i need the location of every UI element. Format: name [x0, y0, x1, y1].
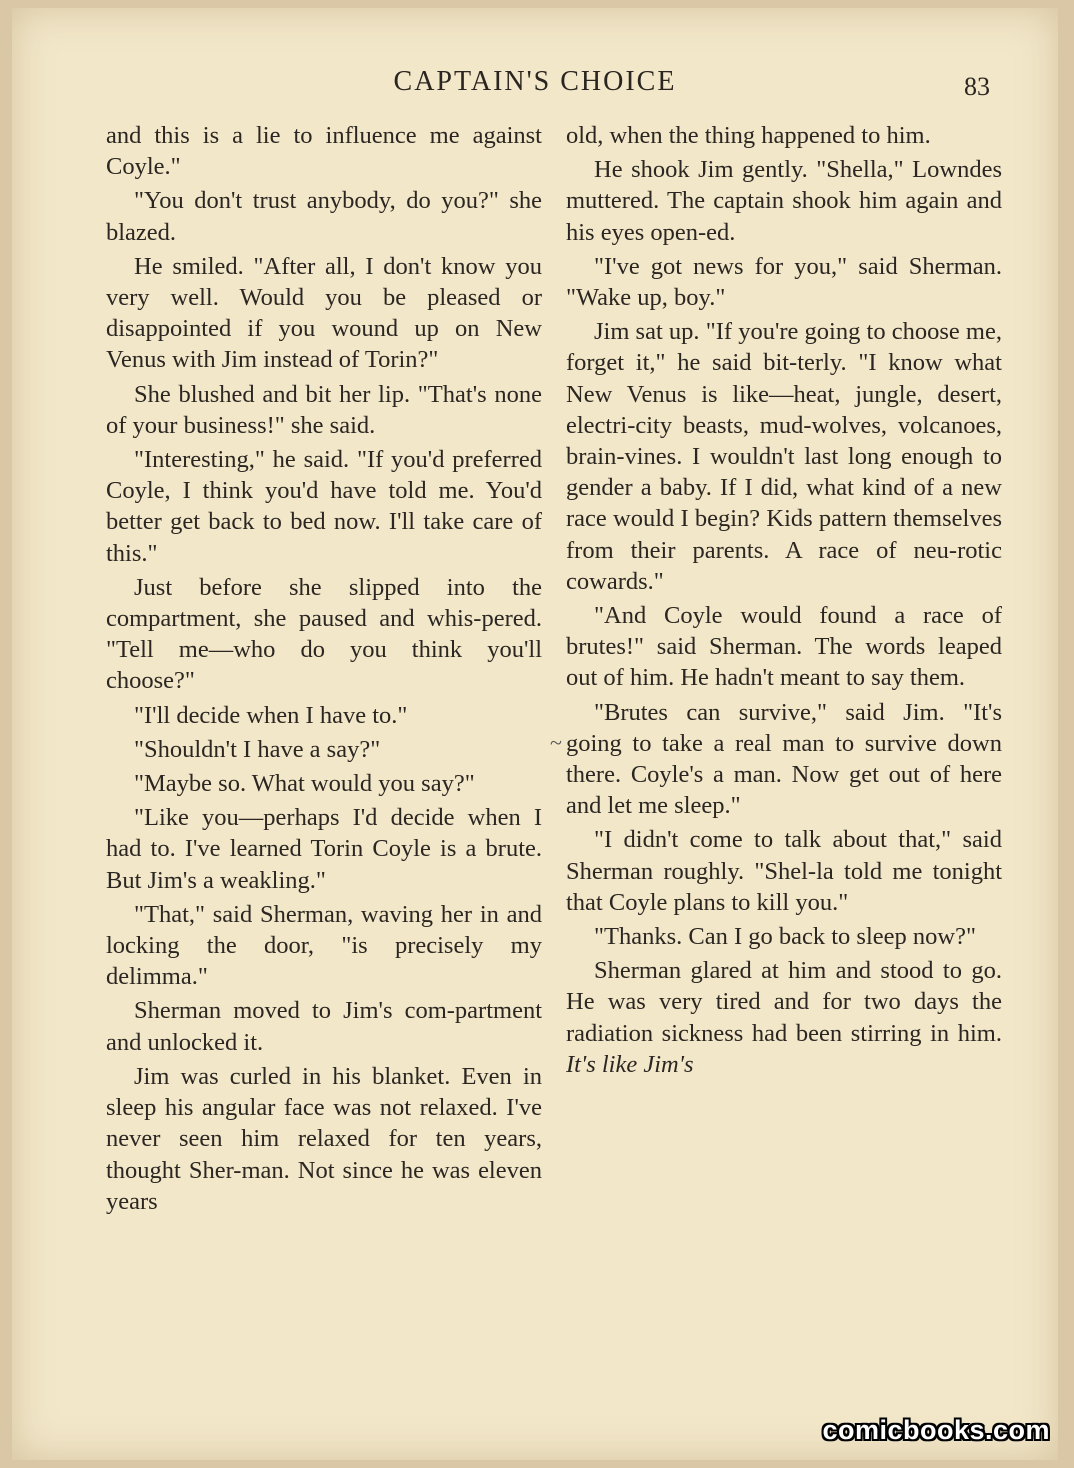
margin-mark: ~ [550, 730, 562, 755]
running-head: CAPTAIN'S CHOICE [393, 66, 677, 97]
paragraph: "Like you—perhaps I'd decide when I had to. I've learned Torin Coyle is a brute. But Jim's a weakling." [106, 804, 542, 894]
paragraph: "Shouldn't I have a say?" [134, 735, 381, 763]
paragraph: "Interesting," he said. "If you'd preferred Coyle, I think you'd have told me. You'd better get back to bed now. I'll take care of this." [106, 446, 542, 567]
paragraph: old, when the thing happened to him. [566, 122, 931, 149]
paragraph: "I'll decide when I have to." [134, 701, 408, 729]
paragraph: "Thanks. Can I go back to sleep now?" [594, 923, 976, 951]
paragraph: Jim sat up. "If you're going to choose me, forget it," he said bit-terly. "I know what New Venus is like—heat, jungle, desert, electri-city beasts, mud-wolves, volcanoes, brain-vines. I wouldn't last long enough to gender a baby. If I did, what kind of a new race would I begin? Kids pattern themselves from their parents. A race of neu-rotic cowards." [566, 318, 1002, 595]
paragraph: He shook Jim gently. "Shella," Lowndes muttered. The captain shook him again and his eyes open-ed. [566, 156, 1002, 246]
paragraph-text: Sherman glared at him and stood to go. He was very tired and for two days the radiation sickness had been stirring in him. [566, 957, 1002, 1047]
paragraph: "And Coyle would found a race of brutes!" said Sherman. The words leaped out of him. He hadn't meant to say them. [566, 602, 1002, 692]
paragraph: Just before she slipped into the compartment, she paused and whis-pered. "Tell me—who do you think you'll choose?" [106, 573, 542, 695]
italic-thought: It's like Jim's [566, 1050, 694, 1078]
right-column [566, 120, 1002, 1350]
paragraph: She blushed and bit her lip. "That's none of your business!" she said. [106, 380, 542, 439]
paragraph: "I've got news for you," said Sherman. "Wake up, boy." [566, 252, 1002, 312]
paragraph: "That," said Sherman, waving her in and locking the door, "is precisely my delimma." [106, 900, 542, 991]
left-column [106, 120, 542, 1350]
book-page [12, 8, 1058, 1460]
paragraph: "Maybe so. What would you say?" [134, 770, 475, 798]
watermark: comicbooks.com [822, 1415, 1050, 1445]
paragraph: Jim was curled in his blanket. Even in sleep his angular face was not relaxed. I've never seen him relaxed for ten years, thought Sher-man. Not since he was eleven years [106, 1062, 542, 1215]
paragraph: and this is a lie to influence me against Coyle." [106, 122, 542, 181]
paragraph: "You don't trust anybody, do you?" she blazed. [106, 187, 542, 246]
page-number: 83 [964, 72, 990, 101]
page-header [12, 66, 1058, 106]
paragraph-last [566, 955, 1002, 1080]
paragraph: He smiled. "After all, I don't know you very well. Would you be pleased or disappointed if you wound up on New Venus with Jim instead of Torin?" [106, 252, 542, 374]
paragraph: Sherman moved to Jim's com-partment and unlocked it. [106, 997, 542, 1056]
paragraph: "Brutes can survive," said Jim. "It's going to take a real man to survive down there. Coyle's a man. Now get out of here and let me sleep." [566, 698, 1002, 820]
paragraph: "I didn't come to talk about that," said Sherman roughly. "Shel-la told me tonight that Coyle plans to kill you." [566, 826, 1002, 916]
